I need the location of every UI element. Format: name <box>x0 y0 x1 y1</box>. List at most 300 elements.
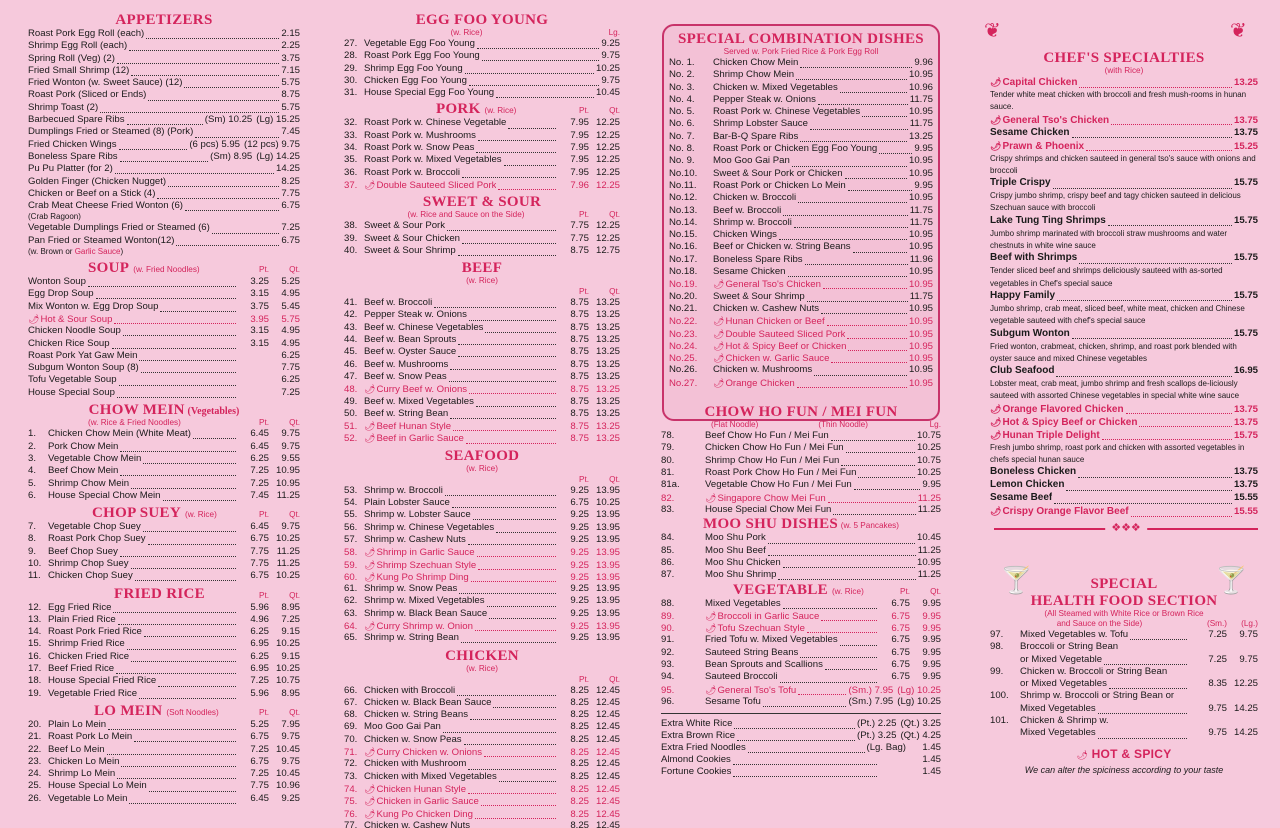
menu-item <box>661 532 941 544</box>
item-name: Shrimp w. Broccoli or String Bean or <box>1020 690 1175 702</box>
item-price-large: 12.45 <box>595 696 620 708</box>
menu-item <box>28 614 300 626</box>
item-price-large: 9.95 <box>922 610 941 622</box>
item-number: No.25. <box>669 353 698 365</box>
item-price: 9.75 <box>601 74 620 86</box>
item-name: Shrimp Egg Roll (each) <box>28 40 128 52</box>
item-price-small: 6.75 <box>891 634 910 646</box>
item-price-small: 9.25 <box>570 559 589 571</box>
moo-shu-list <box>661 532 941 581</box>
item-name: Chicken Noodle Soup <box>28 325 121 337</box>
item-price-small: 9.25 <box>570 521 589 533</box>
item-price-small: 8.25 <box>570 709 589 721</box>
item-price-large: 13.25 <box>595 334 620 346</box>
item-price-large: 10.95 <box>275 465 300 477</box>
menu-item <box>344 371 620 383</box>
item-number: No. 6. <box>669 118 695 130</box>
item-price-large: 6.25 <box>281 374 300 386</box>
item-number: 19. <box>28 687 42 699</box>
item-name: Chicken with Broccoli <box>364 684 456 696</box>
item-price: 10.95 <box>908 106 933 118</box>
item-price-small: 8.25 <box>570 783 589 795</box>
item-name: Beef w. Oyster Sauce <box>364 346 457 358</box>
menu-item <box>28 675 300 687</box>
item-number: No.15. <box>669 229 698 241</box>
item-name: Chicken Lo Mein <box>48 755 120 767</box>
menu-item <box>661 684 941 696</box>
menu-item <box>661 742 941 754</box>
item-number: 87. <box>661 569 675 581</box>
pepper-icon: 🌶 <box>364 559 376 570</box>
pepper-icon: 🌶 <box>705 684 717 695</box>
item-price: 14.25 <box>275 163 300 175</box>
item-number: No.18. <box>669 266 698 278</box>
menu-item <box>28 313 300 325</box>
item-number: No.17. <box>669 253 698 265</box>
item-name: Pepper Steak w. Onions <box>364 309 467 321</box>
menu-item <box>28 53 300 65</box>
item-name: House Special Fried Rice <box>48 675 157 687</box>
item-name: Vegetable Fried Rice <box>48 687 138 699</box>
item-name: Chicken Chow Ho Fun / Mei Fun <box>705 442 844 454</box>
pepper-icon: 🌶 <box>713 316 725 327</box>
item-number: 37. <box>344 179 358 191</box>
sweet-sour-title: SWEET & SOUR <box>422 194 542 211</box>
item-name: Roast Pork Fried Rice <box>48 626 142 638</box>
item-price-large: 12.45 <box>595 721 620 733</box>
item-price: 11.75 <box>909 216 933 228</box>
menu-item <box>28 176 300 188</box>
item-name: Plain Fried Rice <box>48 613 116 625</box>
item-price: 10.45 <box>916 532 941 544</box>
item-name: Chicken w. Broccoli or String Bean <box>1020 665 1168 677</box>
item-name: Moo Shu Beef <box>705 544 766 556</box>
menu-item <box>344 130 620 142</box>
item-number: 23. <box>28 755 42 767</box>
menu-item <box>28 626 300 638</box>
item-number: 29. <box>344 62 358 74</box>
item-name: Shrimp w. Snow Peas <box>364 583 458 595</box>
item-number: 45. <box>344 346 358 358</box>
menu-item <box>344 685 620 697</box>
item-price-small: 6.75 <box>891 597 910 609</box>
item-price: 9.95 <box>914 143 933 155</box>
menu-item <box>990 492 1258 505</box>
menu-item <box>661 492 941 504</box>
item-name: Shrimp w. Broccoli <box>364 484 443 496</box>
item-price: 15.75 <box>1233 252 1258 264</box>
item-number: No. 7. <box>669 130 695 142</box>
item-name: Beef w. Chinese Vegetables <box>364 321 484 333</box>
moo-shu-title: MOO SHU DISHES <box>703 516 839 533</box>
item-price-small: 8.25 <box>570 721 589 733</box>
item-price-small: 6.95 <box>250 638 269 650</box>
menu-item <box>669 168 933 180</box>
item-name: Beef Fried Rice <box>48 663 115 675</box>
health-section: SPECIAL HEALTH FOOD SECTION (All Steamed with White Rice or Brown Rice and Sauce on the Side) (Sm.) (Lg.) 97. Mixed Vegetables w. Tofu 7.25 9.75 98. Broccoli or String Bean or Mixed Vegetable 7.25 9.75 99. Chicken w. Broccoli or String Bean or Mixed Vegetables 8.35 12.25 100. Shrimp w. Broccoli or String Bean or Mixed Vegetables 9.75 14.25 101. Chicken & Shrimp w. Mixed Vegetables 9.75 14.25 🌶 HOT & SPICY We can alter the spiciness according to your taste <box>990 576 1258 775</box>
menu-item <box>344 75 620 87</box>
menu-item <box>28 126 300 138</box>
menu-item <box>344 383 620 395</box>
pork-header: PORK (w. Rice) Pt. Qt. <box>436 101 620 118</box>
menu-item <box>990 715 1258 727</box>
item-price-large: 6.25 <box>281 349 300 361</box>
menu-item <box>661 430 941 442</box>
menu-item <box>28 744 300 756</box>
item-price-small: 7.95 <box>570 129 589 141</box>
menu-item <box>669 266 933 278</box>
item-price-small: 5.96 <box>250 601 269 613</box>
item-name: Chicken Chop Suey <box>48 570 133 582</box>
item-price-large: 10.25 <box>595 497 620 509</box>
item-description: Crispy jumbo shrimp, crispy beef and tagy chicken sauteed in delicious Szechuan sauce with broccoli <box>990 191 1241 213</box>
item-number: No.23. <box>669 328 698 340</box>
appetizers-list <box>28 28 300 212</box>
item-name: Hot & Spicy Beef or Chicken <box>1002 416 1138 428</box>
item-name: Vegetable Chop Suey <box>48 521 141 533</box>
spiciness-note: We can alter the spiciness according to your taste <box>1024 764 1224 775</box>
item-number: 15. <box>28 638 42 650</box>
menu-item <box>344 142 620 154</box>
menu-item <box>669 82 933 94</box>
item-price-large: (Qt.) 4.25 <box>900 730 941 742</box>
item-price-large: 12.25 <box>595 142 620 154</box>
item-price: 13.75 <box>1233 114 1258 126</box>
item-price-large: 13.25 <box>595 358 620 370</box>
item-name: Shrimp Toast (2) <box>28 101 99 113</box>
chop-suey-list <box>28 521 300 582</box>
item-number: 51. <box>344 421 358 433</box>
item-name: Shrimp Chow Mein <box>713 69 795 81</box>
item-number: 3. <box>28 452 37 464</box>
item-price-large: 13.25 <box>595 309 620 321</box>
item-price-small: 8.25 <box>570 696 589 708</box>
menu-item <box>344 571 620 583</box>
item-price-small: 6.25 <box>250 452 269 464</box>
item-number: 92. <box>661 646 675 658</box>
menu-item <box>990 466 1258 479</box>
menu-item <box>990 290 1258 303</box>
item-name: Shrimp w. Mixed Vegetables <box>364 595 485 607</box>
item-name: Shrimp in Garlic Sauce <box>376 547 475 559</box>
menu-item <box>344 408 620 420</box>
item-price-large: 12.45 <box>595 783 620 795</box>
item-name: Pan Fried or Steamed Wonton(12) <box>28 234 175 246</box>
chop-suey-header: CHOP SUEY (w. Rice) Pt. Qt. <box>92 505 300 522</box>
item-number: 93. <box>661 659 675 671</box>
item-price-small: 9.25 <box>570 632 589 644</box>
menu-item <box>990 365 1258 378</box>
item-number: 62. <box>344 595 358 607</box>
soup-subtitle: (w. Fried Noodles) <box>133 265 200 275</box>
menu-item <box>28 362 300 374</box>
menu-item <box>344 583 620 595</box>
item-price-large: 8.95 <box>281 601 300 613</box>
item-number: 41. <box>344 297 358 309</box>
item-name: Egg Fried Rice <box>48 601 112 613</box>
item-price-small: 8.75 <box>570 407 589 419</box>
item-name: Hot & Sour Soup <box>40 313 113 325</box>
item-price-small: 6.75 <box>891 671 910 683</box>
menu-item <box>28 521 300 533</box>
menu-item <box>28 288 300 300</box>
item-name: Chicken w. Cashew Nuts <box>364 819 471 828</box>
item-price-small: 7.25 <box>250 675 269 687</box>
pepper-icon: 🌶 <box>705 623 717 634</box>
item-price: 9.96 <box>914 57 933 68</box>
item-name: Chicken w. String Beans <box>364 709 468 721</box>
item-name: Curry Beef w. Onions <box>376 384 468 396</box>
menu-item <box>669 315 933 327</box>
item-name: Wonton Soup <box>28 276 86 288</box>
item-number: No.12. <box>669 192 698 204</box>
menu-item <box>661 730 941 742</box>
item-name: Crab Meat Cheese Fried Wonton (6) <box>28 200 183 212</box>
pepper-icon: 🌶 <box>713 353 725 364</box>
item-price-large: 13.25 <box>595 407 620 419</box>
item-name: Moo Shu Shrimp <box>705 569 777 581</box>
pork-title: PORK <box>436 101 481 118</box>
item-number: 52. <box>344 433 358 445</box>
item-number: 77. <box>344 819 358 828</box>
menu-item <box>344 154 620 166</box>
item-name: Chicken w. Cashew Nuts <box>713 302 820 314</box>
item-price-large: (Qt.) 3.25 <box>900 718 941 730</box>
item-price-large: 11.25 <box>276 545 300 557</box>
item-price: 10.75 <box>916 454 941 466</box>
item-name: Sesame Chicken <box>713 266 786 278</box>
item-number: 47. <box>344 370 358 382</box>
menu-item <box>661 467 941 479</box>
menu-item <box>661 671 941 683</box>
item-price-large: 13.25 <box>595 433 620 445</box>
menu-item <box>661 622 941 634</box>
item-price-large: 10.25 <box>275 663 300 675</box>
item-number: 65. <box>344 632 358 644</box>
item-name: Beef Hunan Style <box>376 421 452 433</box>
item-name: Subgum Wonton <box>990 327 1070 339</box>
item-number: 78. <box>661 430 675 442</box>
chop-suey-title: CHOP SUEY <box>92 505 181 522</box>
item-price-small: (6 pcs) 5.95 <box>189 138 240 150</box>
item-number: No. 5. <box>669 106 695 118</box>
menu-item <box>344 783 620 795</box>
item-number: 43. <box>344 321 358 333</box>
hot-spicy-legend: 🌶 HOT & SPICY <box>1076 746 1172 761</box>
menu-item <box>28 780 300 792</box>
item-price-small: 7.95 <box>570 117 589 129</box>
item-name: Mixed Vegetables w. Tofu <box>1020 629 1129 640</box>
menu-item <box>669 118 933 130</box>
menu-item <box>344 167 620 179</box>
item-name: Beef w. Broccoli <box>364 297 433 309</box>
item-price-large: 9.15 <box>281 650 300 662</box>
item-number: 72. <box>344 758 358 770</box>
column-4: CHEF'S SPECIALTIES (with Rice) 🌶Capital Chicken 13.25 Tender white meat chicken with broccoli and fresh mush-rooms in hunan sauce. 🌶General Tso's Chicken 13.75 Sesame Chicken 13.75 🌶Prawn & Phoenix 15.25 Crispy shrimps and chicken sauteed in general tso's sauce with onions and broccoli Triple Crispy 15.75 Crispy jumbo shrimp, crispy beef and tagy chicken sauteed in delicious Szechuan sauce with broccoli Lake Tung Ting Shrimps 15.75 Jumbo shrimp marinated with broccoli straw mushrooms and water chestnuts in white wine sauce Beef with Shrimps 15.75 Tender sliced beef and shrimps deliciously sauteed with as-sorted vegetables in Chef's special sauce Happy Family 15.75 Jumbo shrimp, crab meat, sliced beef, white meat, chicken and Chinese vegetable sauteed with chef's special sauce Subgum Wonton 15.75 Fried wonton, crabmeat, chicken, shrimp, and roast pork blended with oyster sauce and mixed Chinese vegetables Club Seafood 16.95 Lobster meat, crab meat, jumbo shrimp and fresh scallops de-liciously sauteed with assorted Chinese vegetables in special white wine sauce 🌶Orange Flavored Chicken 13.75 🌶Hot & Spicy Beef or Chicken 13.75 🌶Hunan Triple Delight 15.75 Fresh jumbo shrimp, roast pork and chicken with assorted vegetables in chefs special hunan sauce Boneless Chicken 13.75 Lemon Chicken 13.75 Sesame Beef 15.55 🌶Crispy Orange Flavor Beef 15.55 ❖❖❖ <box>990 50 1258 535</box>
pepper-icon: 🌶 <box>364 547 376 558</box>
menu-item <box>28 276 300 288</box>
pepper-icon: 🌶 <box>364 433 376 444</box>
item-name: Shrimp Egg Foo Young <box>364 62 463 74</box>
item-price-large: 12.45 <box>595 819 620 828</box>
item-price-large: 13.95 <box>595 509 620 521</box>
menu-item <box>661 569 941 581</box>
item-name: Plain Lobster Sauce <box>364 497 450 509</box>
item-name: Hunan Chicken or Beef <box>725 316 825 328</box>
item-number: 86. <box>661 556 675 568</box>
item-price-small: 3.15 <box>250 337 269 349</box>
menu-item <box>344 746 620 758</box>
item-price-small: 8.25 <box>570 733 589 745</box>
item-number: 5. <box>28 477 37 489</box>
item-price-small: 9.25 <box>570 484 589 496</box>
item-price: 10.95 <box>908 69 933 81</box>
item-name: Sweet & Sour Pork or Chicken <box>713 167 843 179</box>
item-price-small: 8.75 <box>570 384 589 396</box>
menu-item <box>28 235 300 247</box>
item-number: 39. <box>344 232 358 244</box>
pepper-icon: 🌶 <box>990 429 1002 440</box>
item-price-small: 6.45 <box>250 792 269 804</box>
item-price-large: 9.75 <box>281 521 300 533</box>
chicken-list <box>344 685 620 828</box>
menu-item <box>669 94 933 106</box>
item-price-small: 6.25 <box>250 650 269 662</box>
menu-item <box>990 328 1258 341</box>
egg-foo-young-title: EGG FOO YOUNG <box>415 12 549 28</box>
item-description: Fresh jumbo shrimp, roast pork and chicken with assorted vegetables in chefs special hunan sauce <box>990 442 1245 465</box>
item-price: 11.75 <box>909 93 933 105</box>
menu-item <box>344 771 620 783</box>
item-price-small: 8.25 <box>570 770 589 782</box>
item-name: Vegetable Dumplings Fried or Steamed (6) <box>28 222 210 234</box>
menu-item <box>669 328 933 340</box>
pepper-icon: 🌶 <box>990 506 1002 517</box>
item-price-small: 8.75 <box>570 346 589 358</box>
item-price-large: 10.96 <box>275 780 300 792</box>
vegetable-list <box>661 598 941 709</box>
item-number: 46. <box>344 358 358 370</box>
menu-item <box>28 478 300 490</box>
item-number: No.26. <box>669 364 698 376</box>
item-price-large: 11.25 <box>276 489 300 501</box>
item-price: 10.95 <box>908 279 933 291</box>
item-number: 84. <box>661 532 675 544</box>
item-price-small: 6.45 <box>250 428 269 440</box>
item-number: No.10. <box>669 167 698 179</box>
item-description: Fried wonton, crabmeat, chicken, shrimp, and roast pork blended with oyster sauce and mixed Chinese vegetables <box>990 341 1237 363</box>
item-price-small: 6.75 <box>891 646 910 658</box>
item-price: 10.95 <box>908 192 933 204</box>
item-price-large: 13.95 <box>595 620 620 632</box>
menu-item <box>28 688 300 700</box>
menu-item <box>661 557 941 569</box>
item-price-large: 12.45 <box>595 709 620 721</box>
item-price: 11.25 <box>917 503 941 515</box>
item-name: Hunan Triple Delight <box>1002 429 1100 441</box>
menu-item <box>28 151 300 163</box>
item-price-large: 1.45 <box>922 754 941 766</box>
item-price-large: 7.25 <box>281 386 300 398</box>
soup-header: SOUP (w. Fried Noodles) Pt. Qt. <box>88 260 300 277</box>
menu-item <box>669 241 933 253</box>
menu-item <box>990 629 1258 641</box>
item-name: Beef Chow Mein <box>48 465 119 477</box>
item-price-small: 9.25 <box>570 533 589 545</box>
menu-item <box>990 416 1258 429</box>
item-price-small: 8.75 <box>570 297 589 309</box>
item-number: 94. <box>661 671 675 683</box>
item-price-large: 12.75 <box>595 244 620 256</box>
item-price-large: 13.95 <box>595 595 620 607</box>
item-name: Triple Crispy <box>990 177 1051 189</box>
menu-item <box>669 364 933 376</box>
item-price-large: 12.25 <box>595 129 620 141</box>
menu-item <box>669 205 933 217</box>
item-price-large: 13.95 <box>595 533 620 545</box>
pepper-icon: 🌶 <box>364 796 376 807</box>
item-name: Sweet & Sour Shrimp <box>364 244 456 256</box>
health-title-1: SPECIAL <box>1090 576 1158 592</box>
pepper-icon: 🌶 <box>364 783 376 794</box>
menu-item <box>661 545 941 557</box>
item-number: 16. <box>28 650 42 662</box>
menu-item <box>669 254 933 266</box>
menu-item <box>669 229 933 241</box>
item-price-small: 5.25 <box>250 718 269 730</box>
menu-item <box>28 222 300 234</box>
pepper-icon: 🌶 <box>990 77 1002 87</box>
menu-item <box>28 793 300 805</box>
item-price: 13.75 <box>1233 126 1258 138</box>
item-price-small: 6.75 <box>250 533 269 545</box>
seafood-title: SEAFOOD <box>444 447 520 464</box>
item-price: 15.75 <box>1233 177 1258 189</box>
item-name: Shrimp Lobster Sauce <box>713 118 808 130</box>
menu-item <box>990 127 1258 140</box>
item-price: (12 pcs) 9.75 <box>244 138 300 150</box>
item-price: 8.25 <box>281 175 300 187</box>
item-number: 21. <box>28 731 42 743</box>
item-number: 66. <box>344 684 358 696</box>
item-name: Chicken or Beef on a Stick (4) <box>28 187 156 199</box>
pepper-icon: 🌶 <box>364 179 376 190</box>
item-name: Egg Drop Soup <box>28 288 94 300</box>
menu-item <box>344 420 620 432</box>
item-name: Chicken w. Snow Peas <box>364 733 462 745</box>
item-name: Vegetable Egg Foo Young <box>364 38 475 49</box>
item-price-large: 9.95 <box>922 646 941 658</box>
item-number: 85. <box>661 544 675 556</box>
item-price: 10.95 <box>908 229 933 241</box>
item-number: 97. <box>990 629 1004 640</box>
cocktail-icon: 🍸 <box>1000 565 1033 595</box>
item-price-large: 13.25 <box>595 370 620 382</box>
item-name: Fortune Cookies <box>661 766 732 778</box>
soup-title: SOUP <box>88 260 130 277</box>
item-number: 7. <box>28 521 37 533</box>
column-2: EGG FOO YOUNG (w. Rice) Lg. 27. Vegetable Egg Foo Young 9.25 28. Roast Pork Egg Foo Young 9.75 29. Shrimp Egg Foo Young 10.25 30. Chicken Egg Foo Young 9.75 31. House Special Egg Foo Young 10.45 PORK (w. Rice) Pt. Qt. 32. Roast Pork w. Chinese Vegetable 7.95 12.25 33. Roast Pork w. Mushrooms 7.95 12.25 34. Roast Pork w. Snow Peas 7.95 12.25 35. Roast Pork w. Mixed Vegetables 7.95 12.25 36. Roast Pork w. Broccoli 7.95 12.25 37. 🌶Double Sauteed Sliced Pork 7.96 12.25 SWEET & SOUR (w. Rice and Sauce on the Side) Pt. Qt. 38. Sweet & Sour Pork 7.75 12.25 39. Sweet & Sour Chicken 7.75 12.25 40. Sweet & Sour Shrimp 8.75 12.75 BEEF (w. Rice) Pt. Qt. 41. Beef w. Broccoli 8.75 13.25 42. Pepper Steak w. Onions 8.75 13.25 43. Beef w. Chinese Vegetables 8.75 13.25 44. Beef w. Bean Sprouts 8.75 13.25 45. Beef w. Oyster Sauce 8.75 13.25 46. Beef w. Mushrooms 8.75 13.25 47. Beef w. Snow Peas 8.75 13.25 48. 🌶Curry Beef w. Onions 8.75 13.25 49. Beef w. Mixed Vegetables 8.75 13.25 50. Beef w. String Bean 8.75 13.25 51. 🌶Beef Hunan Style 8.75 13.25 52. 🌶Beef in Garlic Sauce 8.75 13.25 SEAFOOD (w. Rice) Pt. Qt. 53. Shrimp w. Broccoli 9.25 13.95 54. Plain Lobster Sauce 6.75 10.25 55. Shrimp w. Lobster Sauce 9.25 13.95 56. Shrimp w. Chinese Vegetables 9.25 13.95 57. Shrimp w. Cashew Nuts 9.25 13.95 58. 🌶Shrimp in Garlic Sauce 9.25 13.95 59. 🌶Shrimp Szechuan Style 9.25 13.95 60. 🌶Kung Po Shrimp Ding 9.25 13.95 61. Shrimp w. Snow Peas 9.25 13.95 62. Shrimp w. Mixed Vegetables 9.25 13.95 63. Shrimp w. Black Bean Sauce 9.25 13.95 64. 🌶Curry Shrimp w. Onion 9.25 13.95 65. Shrimp w. String Bean 9.25 13.95 CHICKEN (w. Rice) Pt. Qt. 66. Chicken with Broccoli 8.25 12.45 67. Chicken w. Black Bean Sauce 8.25 12.45 68. Chicken w. String Beans 8.25 12.45 69. Moo Goo Gai Pan 8.25 12.45 70. Chicken w. Snow Peas 8.25 12.45 71. 🌶Curry Chicken w. Onions 8.25 12.45 72. Chicken with Mushroom 8.25 12.45 73. Chicken with Mixed Vegetables 8.25 12.45 74. 🌶Chicken Hunan Style 8.25 12.45 75. 🌶Chicken in Garlic Sauce 8.25 12.45 76. 🌶Kung Po Chicken Ding 8.25 12.45 77. Chicken w. Cashew Nuts 8.25 12.45 <box>344 12 620 828</box>
menu-item <box>344 721 620 733</box>
item-price-small: 6.75 <box>891 623 910 635</box>
item-price-large: 13.95 <box>595 559 620 571</box>
combination-list <box>661 57 941 389</box>
item-description: Tender white meat chicken with broccoli and fresh mush-rooms in hunan sauce. <box>990 90 1247 112</box>
menu-item <box>344 559 620 571</box>
item-number: 67. <box>344 696 358 708</box>
item-name: Moo Shu Chicken <box>705 556 781 568</box>
item-price-small: 8.25 <box>570 684 589 696</box>
